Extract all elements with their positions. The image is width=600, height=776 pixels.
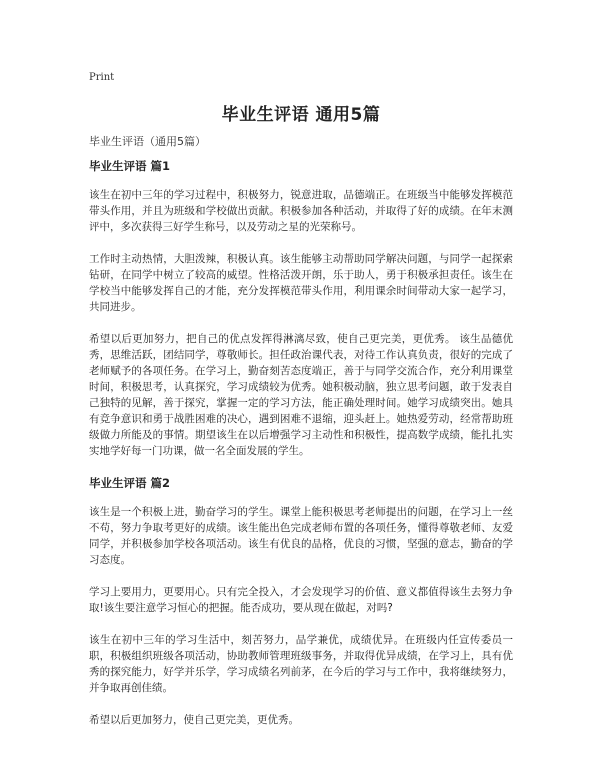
- section-heading: 毕业生评语 篇2: [89, 476, 171, 490]
- document-subtitle: 毕业生评语（通用5篇）: [89, 135, 206, 148]
- paragraph: 工作时主动热情，大胆泼辣，积极认真。该生能够主动帮助同学解决问题，与同学一起探索钻研，在同学中树立了较高的威望。性格活泼开朗，乐于助人，勇于积极承担责任。该生在学校当中能够发挥自己的才能，充分发挥模范带头作用，利用课余时间带动大家一起学习，共同进步。: [89, 253, 513, 313]
- print-link[interactable]: Print: [89, 72, 115, 83]
- paragraph: 该生在初中三年的学习生活中，刻苦努力，品学兼优，成绩优异。在班级内任宣传委员一职，积极组织班级各项活动，协助教师管理班级事务，并取得优异成绩，在学习上，具有优秀的探究能力，好学并乐学，学习成绩名列前茅，在今后的学习与工作中，我将继续努力，并争取再创佳绩。: [89, 634, 513, 694]
- paragraph: 学习上要用力，更要用心。只有完全投入，才会发现学习的价值、意义都值得该生去努力争取!该生要注意学习恒心的把握。能否成功，要从现在做起，对吗?: [89, 586, 513, 614]
- paragraph: 该生是一个积极上进，勤奋学习的学生。课堂上能积极思考老师提出的问题，在学习上一丝不苟，努力争取考更好的成绩。该生能出色完成老师布置的各项任务，懂得尊敬老师、友爱同学，并积极参加学校各项活动。该生有优良的品格，优良的习惯，坚强的意志，勤奋的学习态度。: [89, 506, 513, 566]
- page-title: 毕业生评语 通用5篇: [221, 105, 381, 125]
- document-content: [89, 158, 513, 744]
- paragraph: 希望以后更加努力，使自己更完美，更优秀。: [89, 714, 299, 726]
- section-2: [89, 475, 513, 728]
- paragraph: 该生在初中三年的学习过程中，积极努力，锐意进取，品德端正。在班级当中能够发挥模范带头作用，并且为班级和学校做出贡献。积极参加各种活动，并取得了好的成绩。在年末测评中，多次获得三好学生称号，以及劳动之星的光荣称号。: [89, 189, 513, 233]
- section-heading: 毕业生评语 篇1: [89, 159, 171, 173]
- paragraph: 希望以后更加努力，把自己的优点发挥得淋漓尽致，使自己更完美，更优秀。 该生品德优秀，思维活跃，团结同学，尊敬师长。担任政治课代表，对待工作认真负责，很好的完成了老师赋予的各项任务。在学习上，勤奋刻苦态度端正，善于与同学交流合作，充分利用课堂时间，积极思考，认真探究，学习成绩较为优秀。她积极动脑，独立思考问题，敢于发表自己独特的见解，善于探究，掌握一定的学习方法，能正确处理时间。她学习成绩突出。她具有竞争意识和勇于战胜困难的决心，遇到困难不退缩，迎头赶上。她热爱劳动，经常帮助班级做力所能及的事情。期望该生在以后增强学习主动性和积极性，提高数学成绩，能扎扎实实地学好每一门功课，做一名全面发展的学生。: [89, 333, 513, 457]
- section-1: [89, 158, 513, 459]
